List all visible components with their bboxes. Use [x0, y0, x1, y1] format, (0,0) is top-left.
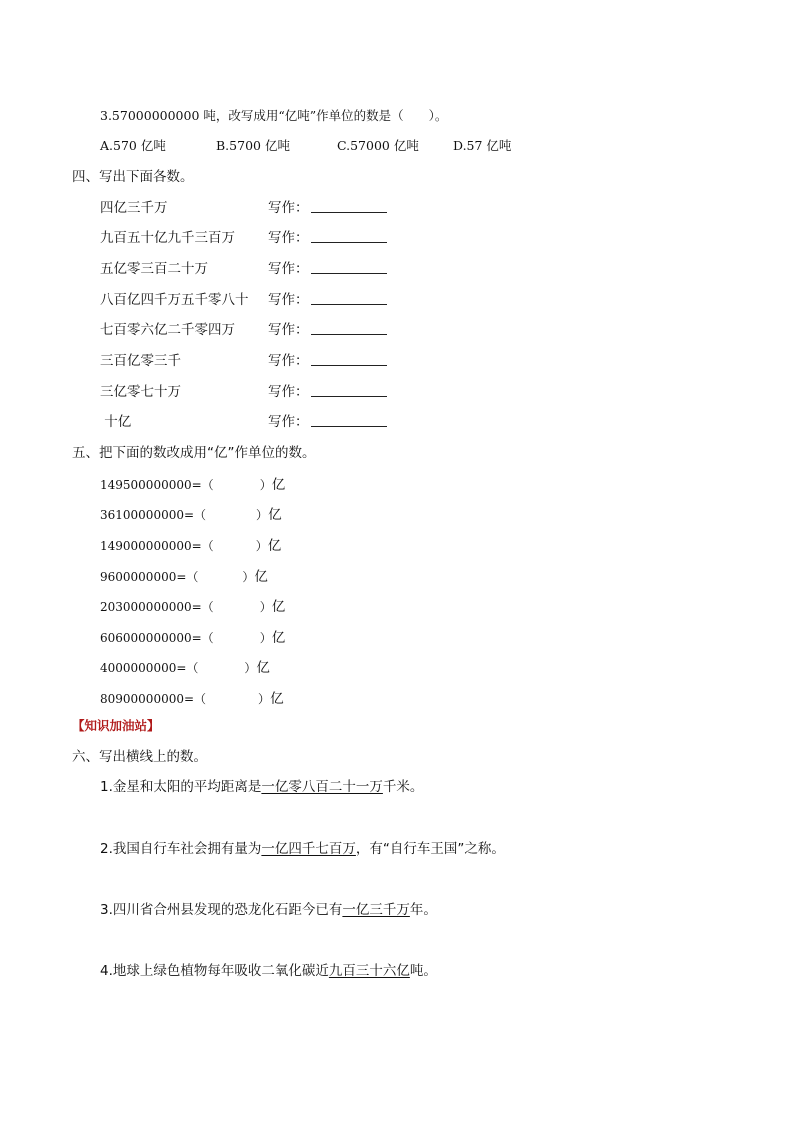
unit-label: 亿	[271, 599, 286, 615]
answer-blank[interactable]	[311, 229, 387, 243]
q3-option-c: C.57000 亿吨	[337, 138, 419, 153]
section6-item	[100, 840, 505, 858]
section6-item	[100, 778, 423, 796]
section5-title: 五、把下面的数改成用“亿”作单位的数。	[72, 445, 316, 461]
underlined-number: 一亿零八百二十一万	[261, 779, 383, 795]
item-text: 千米。	[382, 779, 424, 795]
close-paren: ）	[258, 692, 271, 706]
close-paren: ）	[259, 478, 272, 492]
number-expr: 80900000000=（	[100, 692, 207, 706]
write-field[interactable]	[268, 260, 387, 278]
conversion-row	[100, 537, 281, 555]
section4-item: 九百五十亿九千三百万	[100, 230, 235, 246]
section4-title: 四、写出下面各数。	[72, 169, 194, 185]
write-label: 写作：	[268, 322, 309, 338]
conversion-row	[100, 476, 285, 494]
answer-blank[interactable]	[311, 413, 387, 427]
section4-item: 八百亿四千万五千零八十	[100, 292, 249, 308]
write-field[interactable]	[268, 352, 387, 370]
section4-item: 四亿三千万	[100, 200, 168, 216]
close-paren: ）	[256, 508, 269, 522]
answer-blank[interactable]	[311, 260, 387, 274]
conversion-row	[100, 659, 270, 677]
number-expr: 4000000000=（	[100, 661, 199, 675]
underlined-number: 一亿三千万	[342, 902, 410, 918]
item-text: 4.地球上绿色植物每年吸收二氧化碳近	[100, 963, 329, 979]
conversion-row	[100, 690, 284, 708]
q3-option-d: D.57 亿吨	[453, 138, 512, 153]
q3-option-b: B.5700 亿吨	[216, 138, 290, 153]
unit-label: 亿	[267, 538, 282, 554]
section6-item	[100, 901, 437, 919]
underlined-number: 一亿四千七百万	[261, 841, 356, 857]
number-expr: 149500000000=（	[100, 478, 214, 492]
answer-blank[interactable]	[311, 321, 387, 335]
close-paren: ）	[259, 600, 272, 614]
write-label: 写作：	[268, 230, 309, 246]
section4-item: 五亿零三百二十万	[100, 261, 208, 277]
conversion-row	[100, 568, 268, 586]
write-label: 写作：	[268, 414, 309, 430]
write-label: 写作：	[268, 261, 309, 277]
conversion-row	[100, 629, 285, 647]
answer-blank[interactable]	[311, 352, 387, 366]
item-text: ，有“自行车王国”之称。	[355, 841, 505, 857]
underlined-number: 九百三十六亿	[328, 963, 410, 979]
q3-text: 3.57000000000 吨，改写成用“亿吨”作单位的数是（ ）。	[100, 108, 448, 123]
unit-label: 亿	[268, 507, 282, 523]
unit-label: 亿	[270, 691, 284, 707]
number-expr: 9600000000=（	[100, 570, 199, 584]
q3-option-a: A.570 亿吨	[100, 138, 166, 153]
section6-title: 六、写出横线上的数。	[72, 749, 207, 765]
write-field[interactable]	[268, 291, 387, 309]
unit-label: 亿	[254, 569, 268, 585]
item-text: 吨。	[409, 963, 437, 979]
write-label: 写作：	[268, 353, 309, 369]
write-label: 写作：	[268, 292, 309, 308]
item-text: 2.我国自行车社会拥有量为	[100, 841, 262, 857]
conversion-row	[100, 598, 285, 616]
write-label: 写作：	[268, 384, 309, 400]
item-text: 年。	[409, 902, 437, 918]
close-paren: ）	[242, 570, 255, 584]
number-expr: 203000000000=（	[100, 600, 214, 614]
knowledge-boost-label: 【知识加油站】	[72, 718, 160, 733]
write-field[interactable]	[268, 321, 387, 339]
write-field[interactable]	[268, 199, 387, 217]
write-field[interactable]	[268, 383, 387, 401]
write-field[interactable]	[268, 413, 387, 431]
section4-item: 七百零六亿二千零四万	[100, 322, 235, 338]
write-field[interactable]	[268, 229, 387, 247]
section4-item: 三亿零七十万	[100, 384, 181, 400]
answer-blank[interactable]	[311, 199, 387, 213]
close-paren: ）	[259, 631, 272, 645]
number-expr: 36100000000=（	[100, 508, 207, 522]
answer-blank[interactable]	[311, 383, 387, 397]
item-text: 3.四川省合州县发现的恐龙化石距今已有	[100, 902, 343, 918]
section4-item: 十亿	[100, 414, 132, 430]
number-expr: 606000000000=（	[100, 631, 214, 645]
unit-label: 亿	[271, 630, 286, 646]
close-paren: ）	[244, 661, 257, 675]
section4-item: 三百亿零三千	[100, 353, 181, 369]
conversion-row	[100, 506, 282, 524]
number-expr: 149000000000=（	[100, 539, 214, 553]
write-label: 写作：	[268, 200, 309, 216]
unit-label: 亿	[271, 477, 286, 493]
answer-blank[interactable]	[311, 291, 387, 305]
unit-label: 亿	[256, 660, 270, 676]
close-paren: ）	[255, 539, 268, 553]
section6-item	[100, 962, 437, 980]
item-text: 1.金星和太阳的平均距离是	[100, 779, 262, 795]
